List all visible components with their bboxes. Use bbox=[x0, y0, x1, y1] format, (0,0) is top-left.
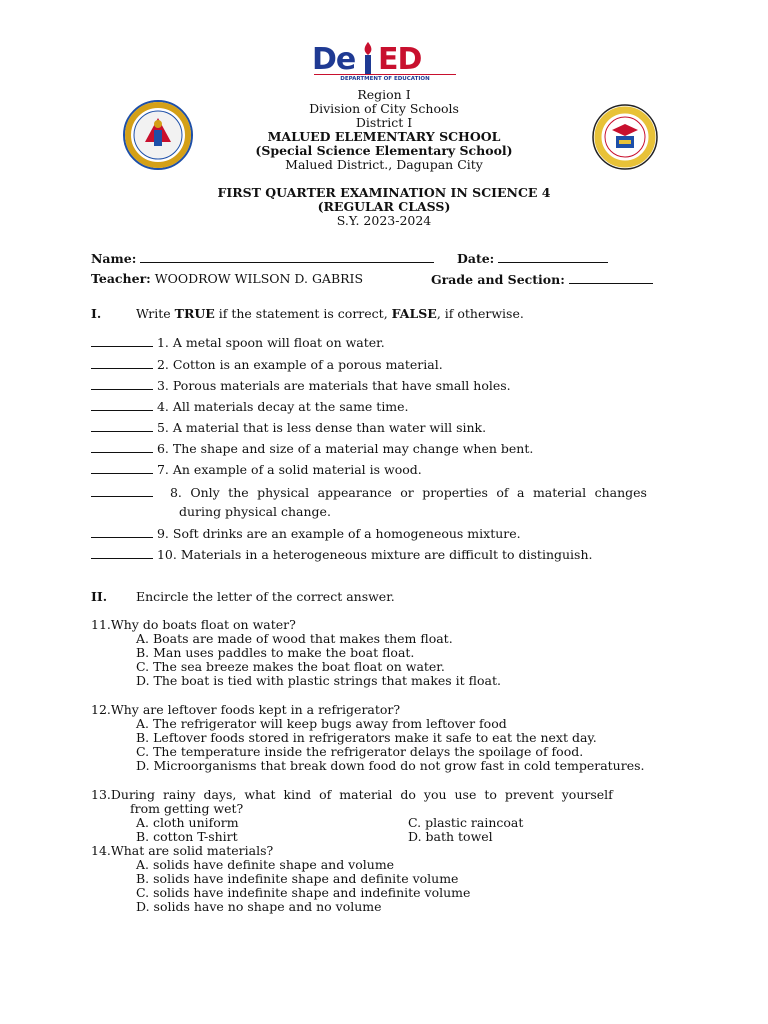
answer-blank[interactable] bbox=[91, 399, 153, 411]
school-name: MALUED ELEMENTARY SCHOOL bbox=[267, 129, 501, 144]
question-13-continuation: from getting wet? bbox=[130, 801, 244, 816]
name-field[interactable] bbox=[91, 251, 434, 266]
question-12: 12.Why are leftover foods kept in a refrigerator? bbox=[91, 702, 401, 717]
tf-item: 9. Soft drinks are an example of a homogeneous mixture. bbox=[91, 526, 521, 541]
tf-item: 5. A material that is less dense than water will sink. bbox=[91, 420, 486, 435]
choice-14c[interactable]: C. solids have indefinite shape and indefinite volume bbox=[136, 885, 471, 900]
answer-blank[interactable] bbox=[91, 441, 153, 453]
date-field[interactable] bbox=[457, 251, 608, 266]
answer-blank[interactable] bbox=[91, 378, 153, 390]
logo-text-de: De bbox=[312, 42, 356, 77]
grade-label: Grade and Section: bbox=[431, 272, 565, 287]
question-11: 11.Why do boats float on water? bbox=[91, 617, 296, 632]
part2-instruction: Encircle the letter of the correct answer. bbox=[136, 589, 395, 604]
answer-blank[interactable] bbox=[91, 357, 153, 369]
torch-icon bbox=[358, 40, 378, 74]
choice-13b[interactable]: B. cotton T-shirt bbox=[136, 829, 238, 844]
answer-blank[interactable] bbox=[91, 462, 153, 474]
choice-11c[interactable]: C. The sea breeze makes the boat float on water. bbox=[136, 659, 445, 674]
tf-item: 2. Cotton is an example of a porous material. bbox=[91, 357, 443, 372]
choice-11d[interactable]: D. The boat is tied with plastic strings that makes it float. bbox=[136, 673, 501, 688]
deped-logo bbox=[312, 40, 458, 84]
tf-item: 4. All materials decay at the same time. bbox=[91, 399, 409, 414]
choice-12d[interactable]: D. Microorganisms that break down food do not grow fast in cold temperatures. bbox=[136, 758, 645, 773]
choice-13d[interactable]: D. bath towel bbox=[408, 829, 493, 844]
choice-14a[interactable]: A. solids have definite shape and volume bbox=[136, 857, 395, 872]
tf-item-continuation: during physical change. bbox=[179, 504, 331, 519]
choice-12c[interactable]: C. The temperature inside the refrigerator delays the spoilage of food. bbox=[136, 744, 584, 759]
teacher-label: Teacher: bbox=[91, 271, 151, 286]
date-label: Date: bbox=[457, 251, 495, 266]
choice-13c[interactable]: C. plastic raincoat bbox=[408, 815, 524, 830]
district-text: District I bbox=[355, 115, 413, 130]
part1-numeral: I. bbox=[91, 306, 102, 321]
school-year: S.Y. 2023-2024 bbox=[336, 213, 432, 228]
region-text: Region I bbox=[357, 87, 411, 102]
school-type: (Special Science Elementary School) bbox=[255, 143, 513, 158]
date-blank[interactable] bbox=[498, 251, 608, 263]
tf-item: 10. Materials in a heterogeneous mixture are difficult to distinguish. bbox=[91, 547, 593, 562]
school-address: Malued District., Dagupan City bbox=[285, 157, 483, 172]
name-label: Name: bbox=[91, 251, 137, 266]
choice-11b[interactable]: B. Man uses paddles to make the boat float. bbox=[136, 645, 415, 660]
answer-blank[interactable] bbox=[91, 335, 153, 347]
question-13: 13.During rainy days, what kind of material do you use to prevent yourself bbox=[91, 787, 613, 802]
grade-field[interactable] bbox=[431, 272, 653, 287]
tf-item: 3. Porous materials are materials that have small holes. bbox=[91, 378, 511, 393]
choice-13a[interactable]: A. cloth uniform bbox=[136, 815, 239, 830]
name-blank[interactable] bbox=[140, 251, 434, 263]
choice-12b[interactable]: B. Leftover foods stored in refrigerators make it safe to eat the next day. bbox=[136, 730, 597, 745]
exam-title: FIRST QUARTER EXAMINATION IN SCIENCE 4 bbox=[217, 185, 551, 200]
choice-14b[interactable]: B. solids have indefinite shape and definite volume bbox=[136, 871, 459, 886]
logo-subtitle: DEPARTMENT OF EDUCATION bbox=[314, 74, 456, 82]
division-text: Division of City Schools bbox=[309, 101, 459, 116]
answer-blank[interactable] bbox=[91, 420, 153, 432]
exam-class: (REGULAR CLASS) bbox=[317, 199, 451, 214]
answer-blank[interactable] bbox=[91, 526, 153, 538]
part2-numeral: II. bbox=[91, 589, 108, 604]
logo-text-ed: ED bbox=[378, 42, 422, 77]
choice-14d[interactable]: D. solids have no shape and no volume bbox=[136, 899, 382, 914]
choice-11a[interactable]: A. Boats are made of wood that makes them float. bbox=[136, 631, 453, 646]
question-14: 14.What are solid materials? bbox=[91, 843, 274, 858]
answer-blank[interactable] bbox=[91, 547, 153, 559]
grade-blank[interactable] bbox=[569, 272, 653, 284]
tf-item: 6. The shape and size of a material may change when bent. bbox=[91, 441, 533, 456]
answer-blank[interactable] bbox=[91, 485, 153, 497]
tf-item: 8. Only the physical appearance or properties of a material changes bbox=[91, 485, 669, 500]
choice-12a[interactable]: A. The refrigerator will keep bugs away from leftover food bbox=[136, 716, 507, 731]
tf-item: 1. A metal spoon will float on water. bbox=[91, 335, 385, 350]
tf-item: 7. An example of a solid material is wood. bbox=[91, 462, 422, 477]
teacher-line bbox=[91, 272, 363, 286]
teacher-name: WOODROW WILSON D. GABRIS bbox=[154, 271, 364, 286]
part1-instruction: Write TRUE if the statement is correct, FALSE, if otherwise. bbox=[136, 306, 524, 321]
